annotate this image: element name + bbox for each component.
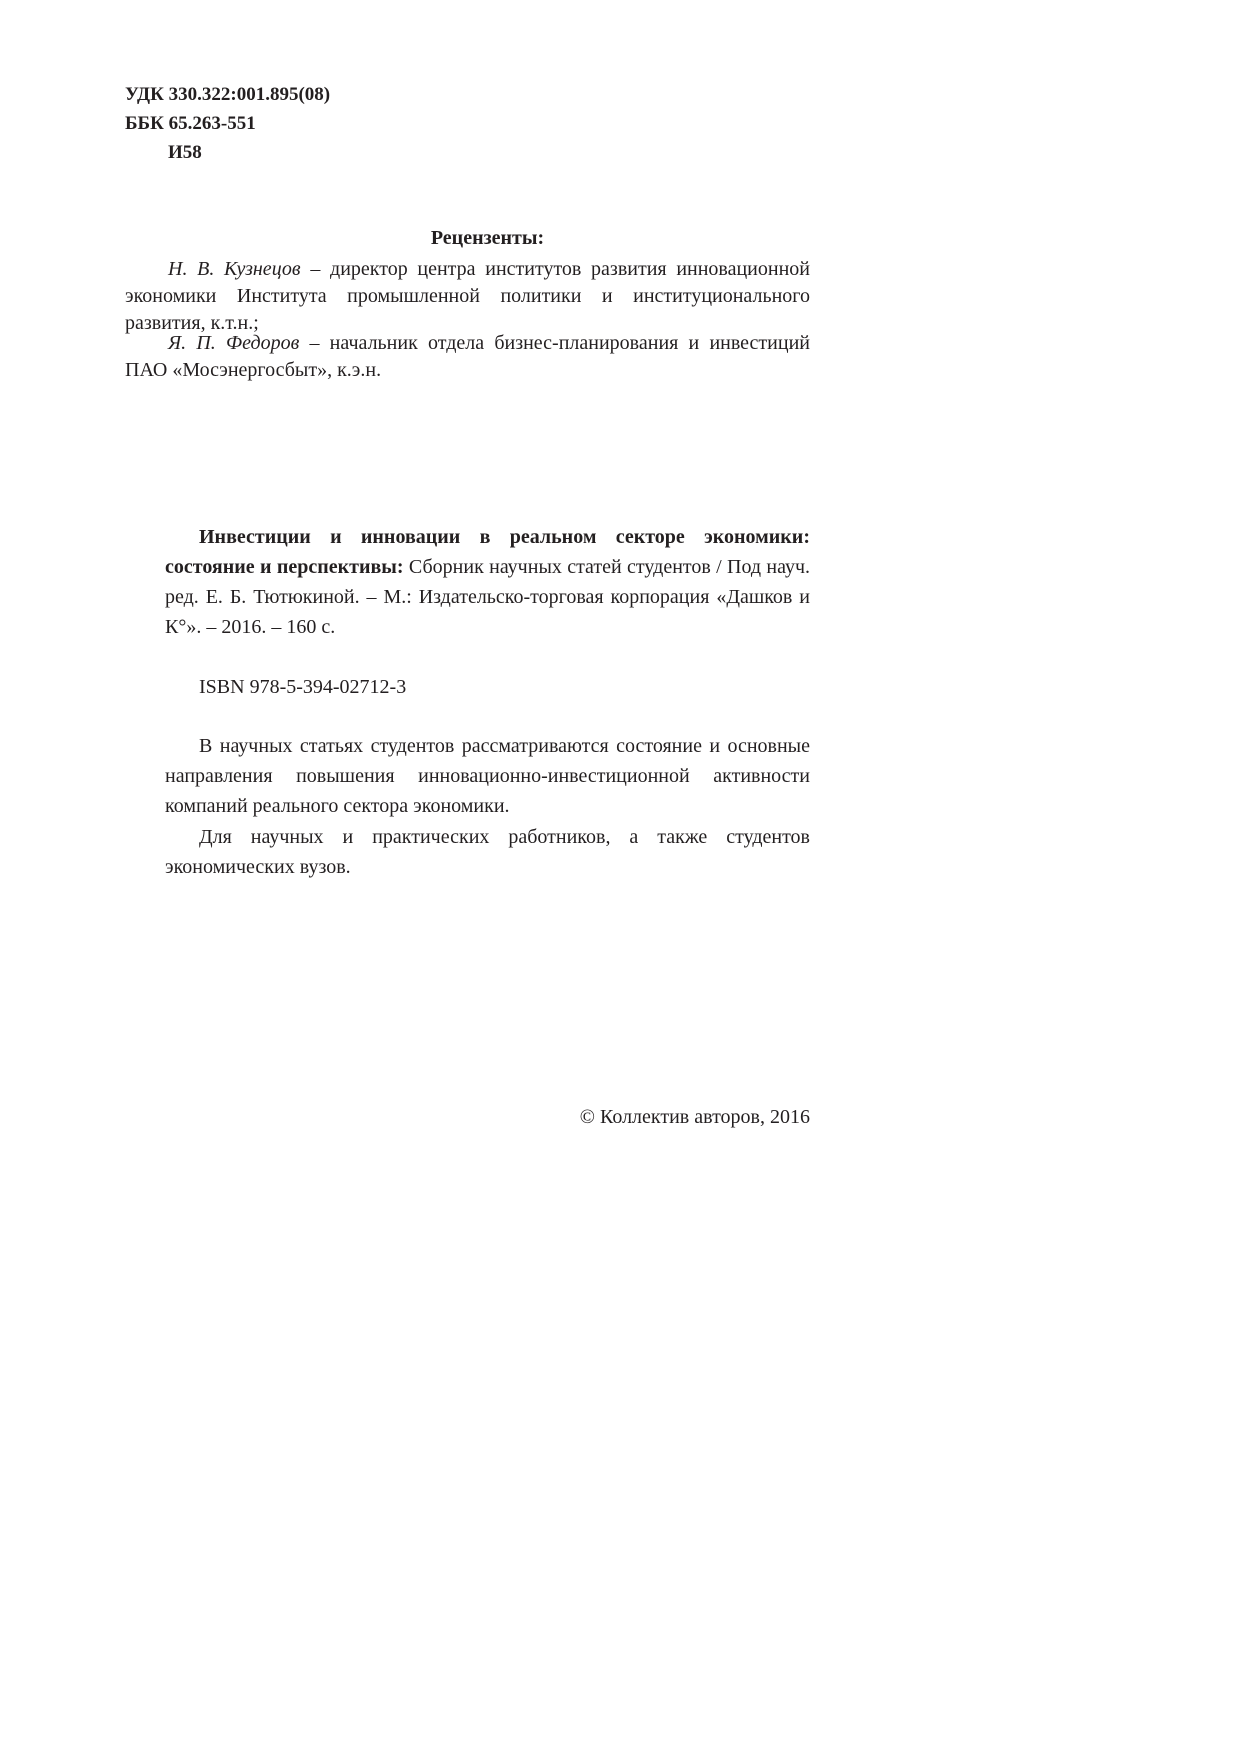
book-details: Сборник научных статей студентов / Под науч. ред. Е. Б. Тютюкиной. – М.: Издательско-торговая корпорация «Дашков и К°». – 2016. – 160 с.: [165, 556, 810, 638]
reviewer-name: Н. В. Кузнецов: [168, 258, 301, 280]
isbn: ISBN 978-5-394-02712-3: [199, 676, 407, 698]
author-mark: И58: [168, 142, 202, 163]
reviewer-entry: [125, 330, 810, 384]
reviewer-entry: [125, 256, 810, 337]
udk-code: УДК 330.322:001.895(08): [125, 84, 331, 105]
annotation-paragraph: Для научных и практических работников, а также студентов экономических вузов.: [165, 826, 810, 878]
reviewer-name: Я. П. Федоров: [168, 332, 300, 354]
reviewer-description: – директор центра институтов развития инновационной экономики Института промышленной политики и институционального развития, к.т.н.;: [125, 258, 810, 334]
book-title: Инвестиции и инновации в реальном секторе экономики: состояние и перспективы:: [165, 526, 810, 578]
reviewers-heading: Рецензенты:: [430, 227, 545, 249]
copyright-notice: © Коллектив авторов, 2016: [579, 1106, 810, 1128]
classification-block: [125, 80, 330, 167]
bbk-code: ББК 65.263-551: [125, 113, 256, 134]
reviewer-description: – начальник отдела бизнес-планирования и инвестиций ПАО «Мосэнергосбыт», к.э.н.: [125, 332, 810, 381]
annotation-paragraph: В научных статьях студентов рассматриваются состояние и основные направления повышения инновационно-инвестиционной активности компаний реального сектора экономики.: [165, 735, 810, 817]
bibliographic-record: [165, 522, 810, 642]
